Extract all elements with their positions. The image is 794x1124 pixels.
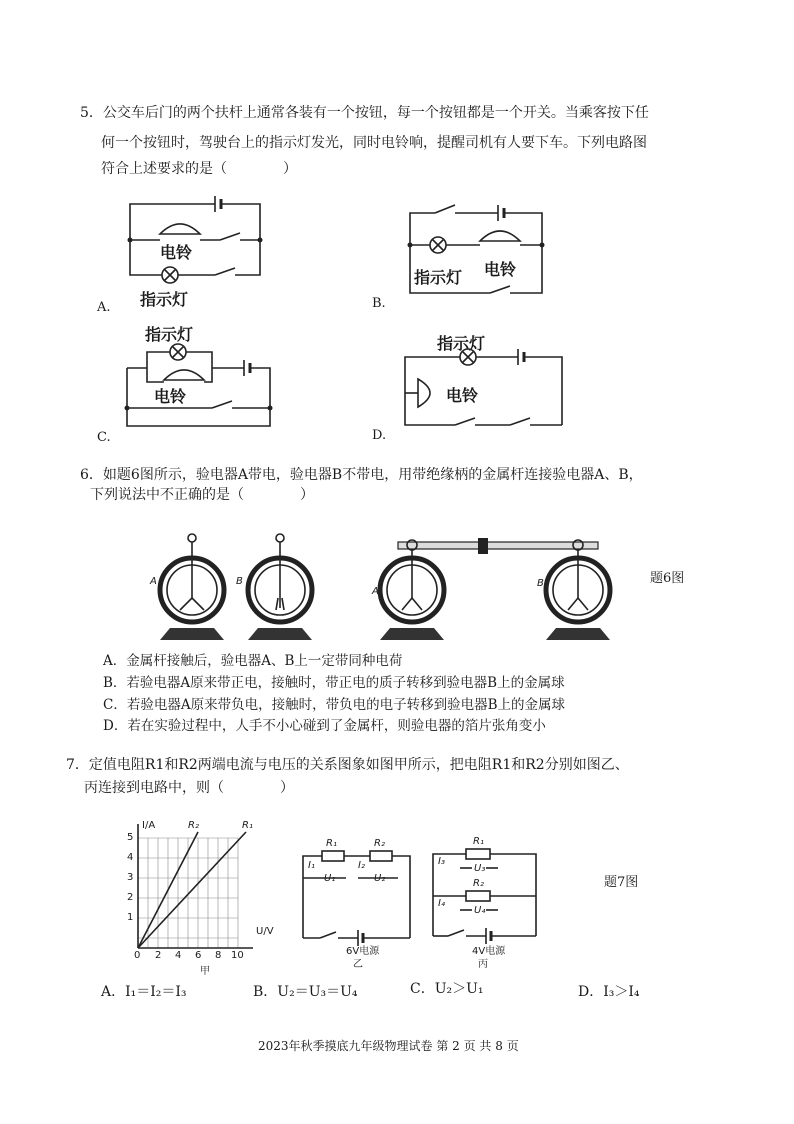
q6-option-a: A．金属杆接触后，验电器A、B上一定带同种电荷 (103, 653, 403, 669)
circuit-d-diagram (400, 345, 570, 435)
q5c-bell-label: 电铃 (154, 387, 187, 406)
q7-option-a: A．I₁＝I₂＝I₃ (101, 984, 187, 1000)
q5-circuit-c (122, 340, 277, 435)
electroscope-b (248, 534, 312, 640)
q7c-i3: I₃ (438, 856, 445, 867)
q6-label-a1: A (150, 576, 157, 587)
graph-xlabel: U/V (256, 926, 274, 937)
graph-r1-label: R₁ (242, 820, 253, 831)
q5b-lamp-label: 指示灯 (414, 268, 463, 287)
graph-ytick-3: 3 (127, 872, 134, 883)
q7b-name: 乙 (353, 959, 363, 970)
q7b-r1: R₁ (326, 838, 337, 849)
q5d-lamp-label: 指示灯 (437, 334, 486, 353)
q7b-i2: I₂ (358, 860, 365, 871)
graph-xtick-8: 8 (215, 950, 222, 961)
q7-circuit-c (428, 836, 548, 978)
graph-ylabel: I/A (142, 820, 156, 831)
q6-label-a2: A (372, 586, 379, 597)
graph-xtick-10: 10 (231, 950, 244, 961)
q7b-r2: R₂ (374, 838, 385, 849)
graph-r2-label: R₂ (188, 820, 199, 831)
q5d-bell-label: 电铃 (446, 386, 479, 405)
q6-label-b2: B (537, 578, 544, 589)
graph-name: 甲 (200, 966, 210, 977)
q7c-r1: R₁ (473, 836, 484, 847)
q5-text-line1: 5．公交车后门的两个扶杆上通常各装有一个按钮，每一个按钮都是一个开关。当乘客按下任 (80, 105, 649, 121)
q7c-i4: I₄ (438, 898, 445, 909)
q5-option-d: D. (372, 428, 387, 443)
graph-ytick-2: 2 (127, 892, 134, 903)
graph-ytick-5: 5 (127, 832, 134, 843)
q5c-lamp-label: 指示灯 (145, 325, 194, 344)
q5-option-b: B. (372, 296, 386, 311)
q7b-u2: U₂ (374, 873, 386, 884)
q6-option-d: D．若在实验过程中，人手不小心碰到了金属杆，则验电器的箔片张角变小 (103, 718, 546, 734)
graph-xtick-0: 0 (134, 950, 141, 961)
q7-graph (118, 818, 288, 978)
q7c-u3: U₃ (474, 863, 486, 874)
q7c-u4: U₄ (474, 905, 486, 916)
q5a-bell-label: 电铃 (160, 243, 193, 262)
connected-electroscopes (380, 538, 610, 640)
q7c-name: 丙 (478, 959, 488, 970)
q5b-bell-label: 电铃 (484, 260, 517, 279)
q7-option-b: B．U₂＝U₃＝U₄ (253, 984, 358, 1000)
q7-text-line2: 丙连接到电路中，则（ ） (84, 780, 294, 796)
graph-ytick-1: 1 (127, 912, 134, 923)
q6-text-line2: 下列说法中不正确的是（ ） (90, 487, 314, 503)
q6-text-line1: 6．如题6图所示，验电器A带电，验电器B不带电，用带绝缘柄的金属杆连接验电器A、B， (80, 467, 643, 483)
q6-label-b1: B (236, 576, 243, 587)
graph-xtick-6: 6 (195, 950, 202, 961)
q6-figure (140, 528, 700, 648)
q5-text-line3: 符合上述要求的是（ ） (101, 161, 297, 177)
electroscope-a (160, 534, 224, 640)
q7b-source: 6V电源 (346, 946, 380, 957)
q6-option-b: B．若验电器A原来带正电，接触时，带正电的质子转移到验电器B上的金属球 (103, 675, 565, 691)
graph-ytick-4: 4 (127, 852, 134, 863)
q5-text-line2: 何一个按钮时，驾驶台上的指示灯发光，同时电铃响，提醒司机有人要下车。下列电路图 (101, 135, 647, 151)
iu-graph (118, 818, 288, 978)
q5-circuit-d (400, 345, 570, 435)
graph-xtick-2: 2 (155, 950, 162, 961)
q7b-u1: U₁ (324, 873, 336, 884)
page-footer: 2023年秋季摸底九年级物理试卷 第 2 页 共 8 页 (258, 1039, 519, 1053)
q7-circuit-b (298, 838, 418, 978)
q7c-r2: R₂ (473, 878, 484, 889)
electroscope-diagram (140, 528, 700, 648)
q7b-i1: I₁ (308, 860, 315, 871)
q6-option-c: C．若验电器A原来带负电，接触时，带负电的电子转移到验电器B上的金属球 (103, 697, 565, 713)
q7-option-d: D．I₃＞I₄ (578, 984, 640, 1000)
circuit-c-diagram (122, 340, 277, 435)
q5a-lamp-label: 指示灯 (140, 290, 189, 309)
q7-caption: 题7图 (604, 875, 639, 890)
q5-circuit-b (400, 195, 550, 300)
q7-option-c: C．U₂＞U₁ (410, 981, 484, 997)
q7-text-line1: 7．定值电阻R1和R2两端电流与电压的关系图象如图甲所示，把电阻R1和R2分别如图乙、 (66, 757, 629, 773)
q5-option-a: A. (97, 300, 111, 315)
q5-option-c: C. (97, 430, 111, 445)
q6-caption: 题6图 (650, 571, 685, 586)
q7c-source: 4V电源 (472, 946, 506, 957)
graph-xtick-4: 4 (175, 950, 182, 961)
